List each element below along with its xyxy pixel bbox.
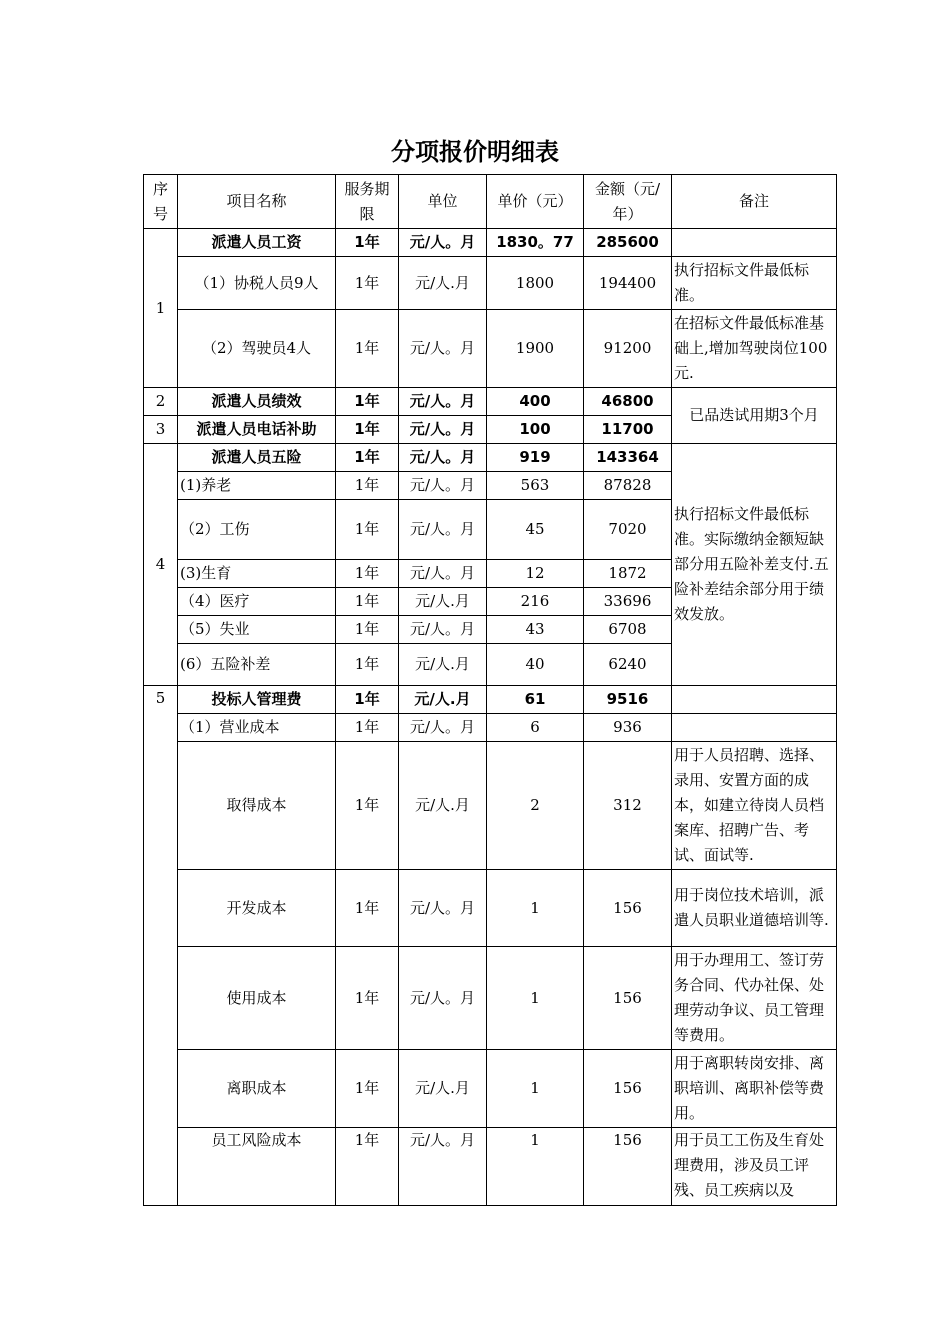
page-title: 分项报价明细表 xyxy=(391,138,559,166)
header-period: 服务期限 xyxy=(336,175,399,229)
item-name: 派遣人员绩效 xyxy=(178,388,336,416)
item-name: 派遣人员工资 xyxy=(178,229,336,257)
unit-cell: 元/人.月 xyxy=(399,257,487,310)
table-row xyxy=(144,1128,837,1206)
item-name: (3)生育 xyxy=(178,560,336,588)
amount-cell: 312 xyxy=(584,742,672,870)
period-cell: 1年 xyxy=(336,500,399,560)
price-cell: 1 xyxy=(487,1128,584,1206)
note-cell: 用于人员招聘、选择、录用、安置方面的成本，如建立待岗人员档案库、招聘广告、考试、面试等. xyxy=(672,742,837,870)
period-cell: 1年 xyxy=(336,1128,399,1206)
table-row xyxy=(144,947,837,1050)
period-cell: 1年 xyxy=(336,947,399,1050)
note-cell xyxy=(672,714,837,742)
amount-cell: 156 xyxy=(584,870,672,947)
item-name: （4）医疗 xyxy=(178,588,336,616)
item-name: (1)养老 xyxy=(178,472,336,500)
amount-cell: 46800 xyxy=(584,388,672,416)
note-cell: 已品迭试用期3个月 xyxy=(672,388,837,444)
note-cell xyxy=(672,686,837,714)
table-row xyxy=(144,257,837,310)
unit-cell: 元/人。月 xyxy=(399,229,487,257)
price-cell: 43 xyxy=(487,616,584,644)
quote-detail-table xyxy=(143,174,837,1206)
amount-cell: 6708 xyxy=(584,616,672,644)
item-name: (6）五险补差 xyxy=(178,644,336,686)
item-name: （1）协税人员9人 xyxy=(178,257,336,310)
table-row xyxy=(144,870,837,947)
unit-cell: 元/人.月 xyxy=(399,686,487,714)
item-name: 离职成本 xyxy=(178,1050,336,1128)
price-cell: 45 xyxy=(487,500,584,560)
table-header-row xyxy=(144,175,837,229)
amount-cell: 91200 xyxy=(584,310,672,388)
unit-cell: 元/人。月 xyxy=(399,947,487,1050)
item-name: （2）工伤 xyxy=(178,500,336,560)
header-seq: 序号 xyxy=(144,175,178,229)
amount-cell: 11700 xyxy=(584,416,672,444)
price-cell: 2 xyxy=(487,742,584,870)
price-cell: 61 xyxy=(487,686,584,714)
price-cell: 1 xyxy=(487,1050,584,1128)
price-cell: 40 xyxy=(487,644,584,686)
note-cell: 在招标文件最低标准基础上,增加驾驶岗位100元. xyxy=(672,310,837,388)
amount-cell: 194400 xyxy=(584,257,672,310)
header-name: 项目名称 xyxy=(178,175,336,229)
unit-cell: 元/人。月 xyxy=(399,714,487,742)
period-cell: 1年 xyxy=(336,560,399,588)
price-cell: 6 xyxy=(487,714,584,742)
unit-cell: 元/人。月 xyxy=(399,310,487,388)
note-cell: 用于员工工伤及生育处理费用，涉及员工评残、员工疾病以及 xyxy=(672,1128,837,1206)
period-cell: 1年 xyxy=(336,714,399,742)
period-cell: 1年 xyxy=(336,870,399,947)
header-price: 单价（元） xyxy=(487,175,584,229)
table-row xyxy=(144,714,837,742)
unit-cell: 元/人。月 xyxy=(399,1128,487,1206)
header-note: 备注 xyxy=(672,175,837,229)
period-cell: 1年 xyxy=(336,229,399,257)
item-name: （5）失业 xyxy=(178,616,336,644)
unit-cell: 元/人。月 xyxy=(399,870,487,947)
period-cell: 1年 xyxy=(336,388,399,416)
item-name: （2）驾驶员4人 xyxy=(178,310,336,388)
period-cell: 1年 xyxy=(336,686,399,714)
header-unit: 单位 xyxy=(399,175,487,229)
period-cell: 1年 xyxy=(336,644,399,686)
amount-cell: 143364 xyxy=(584,444,672,472)
note-cell xyxy=(672,229,837,257)
price-cell: 1 xyxy=(487,947,584,1050)
item-name: 员工风险成本 xyxy=(178,1128,336,1206)
period-cell: 1年 xyxy=(336,472,399,500)
table-row xyxy=(144,742,837,870)
period-cell: 1年 xyxy=(336,257,399,310)
seq-cell: 1 xyxy=(144,229,178,388)
table-row xyxy=(144,388,837,416)
price-cell: 1800 xyxy=(487,257,584,310)
unit-cell: 元/人.月 xyxy=(399,644,487,686)
amount-cell: 285600 xyxy=(584,229,672,257)
period-cell: 1年 xyxy=(336,616,399,644)
unit-cell: 元/人。月 xyxy=(399,416,487,444)
unit-cell: 元/人.月 xyxy=(399,588,487,616)
amount-cell: 156 xyxy=(584,1050,672,1128)
item-name: 投标人管理费 xyxy=(178,686,336,714)
period-cell: 1年 xyxy=(336,310,399,388)
item-name: 取得成本 xyxy=(178,742,336,870)
seq-cell: 5 xyxy=(144,686,178,1206)
unit-cell: 元/人。月 xyxy=(399,500,487,560)
unit-cell: 元/人。月 xyxy=(399,388,487,416)
price-cell: 1 xyxy=(487,870,584,947)
period-cell: 1年 xyxy=(336,588,399,616)
price-cell: 1830。77 xyxy=(487,229,584,257)
header-amount: 金额（元/年） xyxy=(584,175,672,229)
period-cell: 1年 xyxy=(336,416,399,444)
price-cell: 563 xyxy=(487,472,584,500)
amount-cell: 6240 xyxy=(584,644,672,686)
price-cell: 100 xyxy=(487,416,584,444)
amount-cell: 936 xyxy=(584,714,672,742)
item-name: 派遣人员电话补助 xyxy=(178,416,336,444)
unit-cell: 元/人.月 xyxy=(399,742,487,870)
amount-cell: 156 xyxy=(584,947,672,1050)
amount-cell: 156 xyxy=(584,1128,672,1206)
seq-cell: 4 xyxy=(144,444,178,686)
seq-cell: 2 xyxy=(144,388,178,416)
note-cell: 用于岗位技术培训，派遣人员职业道德培训等. xyxy=(672,870,837,947)
note-cell: 用于办理用工、签订劳务合同、代办社保、处理劳动争议、员工管理等费用。 xyxy=(672,947,837,1050)
amount-cell: 1872 xyxy=(584,560,672,588)
unit-cell: 元/人.月 xyxy=(399,1050,487,1128)
unit-cell: 元/人。月 xyxy=(399,444,487,472)
item-name: 使用成本 xyxy=(178,947,336,1050)
price-cell: 400 xyxy=(487,388,584,416)
price-cell: 919 xyxy=(487,444,584,472)
price-cell: 1900 xyxy=(487,310,584,388)
item-name: （1）营业成本 xyxy=(178,714,336,742)
period-cell: 1年 xyxy=(336,1050,399,1128)
period-cell: 1年 xyxy=(336,742,399,870)
table-row xyxy=(144,310,837,388)
period-cell: 1年 xyxy=(336,444,399,472)
amount-cell: 7020 xyxy=(584,500,672,560)
item-name: 派遣人员五险 xyxy=(178,444,336,472)
seq-cell: 3 xyxy=(144,416,178,444)
price-cell: 216 xyxy=(487,588,584,616)
amount-cell: 9516 xyxy=(584,686,672,714)
table-row xyxy=(144,1050,837,1128)
table-row xyxy=(144,229,837,257)
note-cell: 执行招标文件最低标准。实际缴纳金额短缺部分用五险补差支付.五险补差结余部分用于绩效发放。 xyxy=(672,444,837,686)
table-row xyxy=(144,444,837,472)
unit-cell: 元/人。月 xyxy=(399,616,487,644)
amount-cell: 87828 xyxy=(584,472,672,500)
item-name: 开发成本 xyxy=(178,870,336,947)
unit-cell: 元/人。月 xyxy=(399,472,487,500)
note-cell: 执行招标文件最低标准。 xyxy=(672,257,837,310)
table-row xyxy=(144,686,837,714)
note-cell: 用于离职转岗安排、离职培训、离职补偿等费用。 xyxy=(672,1050,837,1128)
amount-cell: 33696 xyxy=(584,588,672,616)
price-cell: 12 xyxy=(487,560,584,588)
unit-cell: 元/人。月 xyxy=(399,560,487,588)
